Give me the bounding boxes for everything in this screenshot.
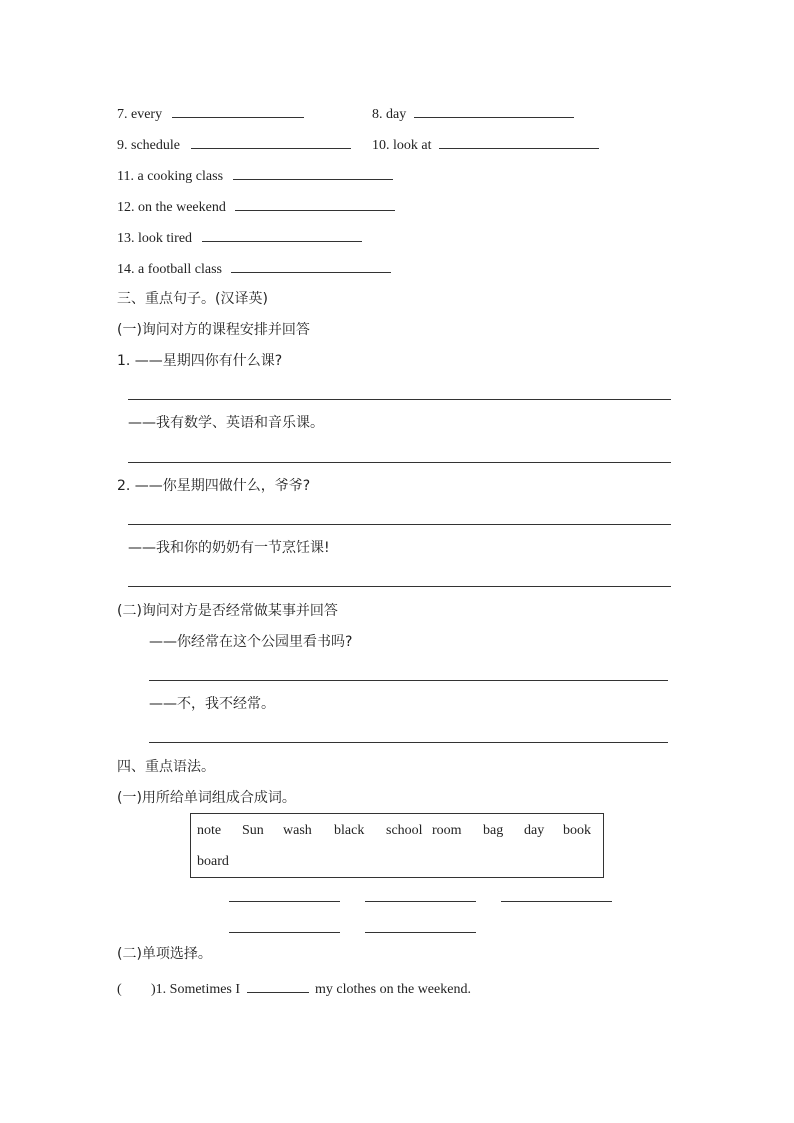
answer-blank[interactable] — [202, 227, 362, 242]
choice-question-1 — [117, 978, 471, 999]
question-number: )1. Sometimes I — [151, 982, 241, 997]
word-bank-item: day — [524, 823, 545, 838]
section-heading: 四、重点语法。 — [117, 759, 215, 775]
compound-word-blank[interactable] — [229, 901, 340, 902]
compound-word-blank[interactable] — [229, 932, 340, 933]
question-2: 2. ——你星期四做什么，爷爷? — [117, 478, 311, 494]
word-bank-item: wash — [283, 823, 312, 838]
compound-word-blank[interactable] — [365, 901, 476, 902]
answer-blank[interactable] — [233, 165, 393, 180]
word-bank-item: note — [197, 823, 222, 838]
vocab-label: 8. day — [372, 107, 407, 122]
vocab-item-9 — [117, 134, 351, 155]
answer-blank[interactable] — [172, 103, 304, 118]
vocab-label: 14. a football class — [117, 262, 222, 277]
vocab-item-13 — [117, 227, 362, 248]
word-bank-item: room — [432, 823, 462, 838]
word-bank-item: Sun — [242, 823, 264, 838]
word-bank-item: board — [197, 854, 229, 869]
vocab-item-7 — [117, 103, 304, 124]
word-bank-item: school — [386, 823, 423, 838]
vocab-label: 11. a cooking class — [117, 169, 224, 184]
question-1: 1. ——星期四你有什么课? — [117, 353, 283, 369]
answer-blank[interactable] — [414, 103, 574, 118]
answer-line[interactable] — [149, 742, 668, 743]
vocab-label: 13. look tired — [117, 231, 193, 246]
answer-blank[interactable] — [439, 134, 599, 149]
answer-blank[interactable] — [235, 196, 395, 211]
answer-line[interactable] — [128, 399, 671, 400]
answer-blank[interactable] — [231, 258, 391, 273]
vocab-item-11 — [117, 165, 393, 186]
vocab-item-12 — [117, 196, 395, 217]
subsection-title: (二)询问对方是否经常做某事并回答 — [117, 603, 338, 619]
question-prompt: ——你经常在这个公园里看书吗? — [149, 634, 353, 650]
vocab-item-14 — [117, 258, 391, 279]
answer-prompt: ——不，我不经常。 — [149, 696, 275, 712]
answer-line[interactable] — [128, 462, 671, 463]
subsection-title: (一)询问对方的课程安排并回答 — [117, 322, 310, 338]
word-bank-item: black — [334, 823, 365, 838]
subsection-title: (一)用所给单词组成合成词。 — [117, 790, 296, 806]
word-bank — [190, 813, 604, 878]
answer-blank[interactable] — [191, 134, 351, 149]
compound-word-blank[interactable] — [365, 932, 476, 933]
answer-blank[interactable] — [247, 978, 309, 993]
word-bank-item: book — [563, 823, 591, 838]
subsection-title: (二)单项选择。 — [117, 946, 212, 962]
vocab-item-10 — [372, 134, 599, 155]
vocab-label: 12. on the weekend — [117, 200, 226, 215]
answer-line[interactable] — [128, 586, 671, 587]
answer-prompt: ——我和你的奶奶有一节烹饪课! — [128, 540, 330, 556]
compound-word-blank[interactable] — [501, 901, 612, 902]
vocab-item-8 — [372, 103, 574, 124]
vocab-label: 7. every — [117, 107, 163, 122]
answer-line[interactable] — [149, 680, 668, 681]
vocab-label: 10. look at — [372, 138, 432, 153]
answer-bracket[interactable]: ( — [117, 982, 122, 997]
question-text: my clothes on the weekend. — [315, 982, 471, 997]
answer-prompt: ——我有数学、英语和音乐课。 — [128, 415, 324, 431]
word-bank-item: bag — [483, 823, 504, 838]
vocab-label: 9. schedule — [117, 138, 180, 153]
section-heading: 三、重点句子。(汉译英) — [117, 291, 268, 307]
answer-line[interactable] — [128, 524, 671, 525]
